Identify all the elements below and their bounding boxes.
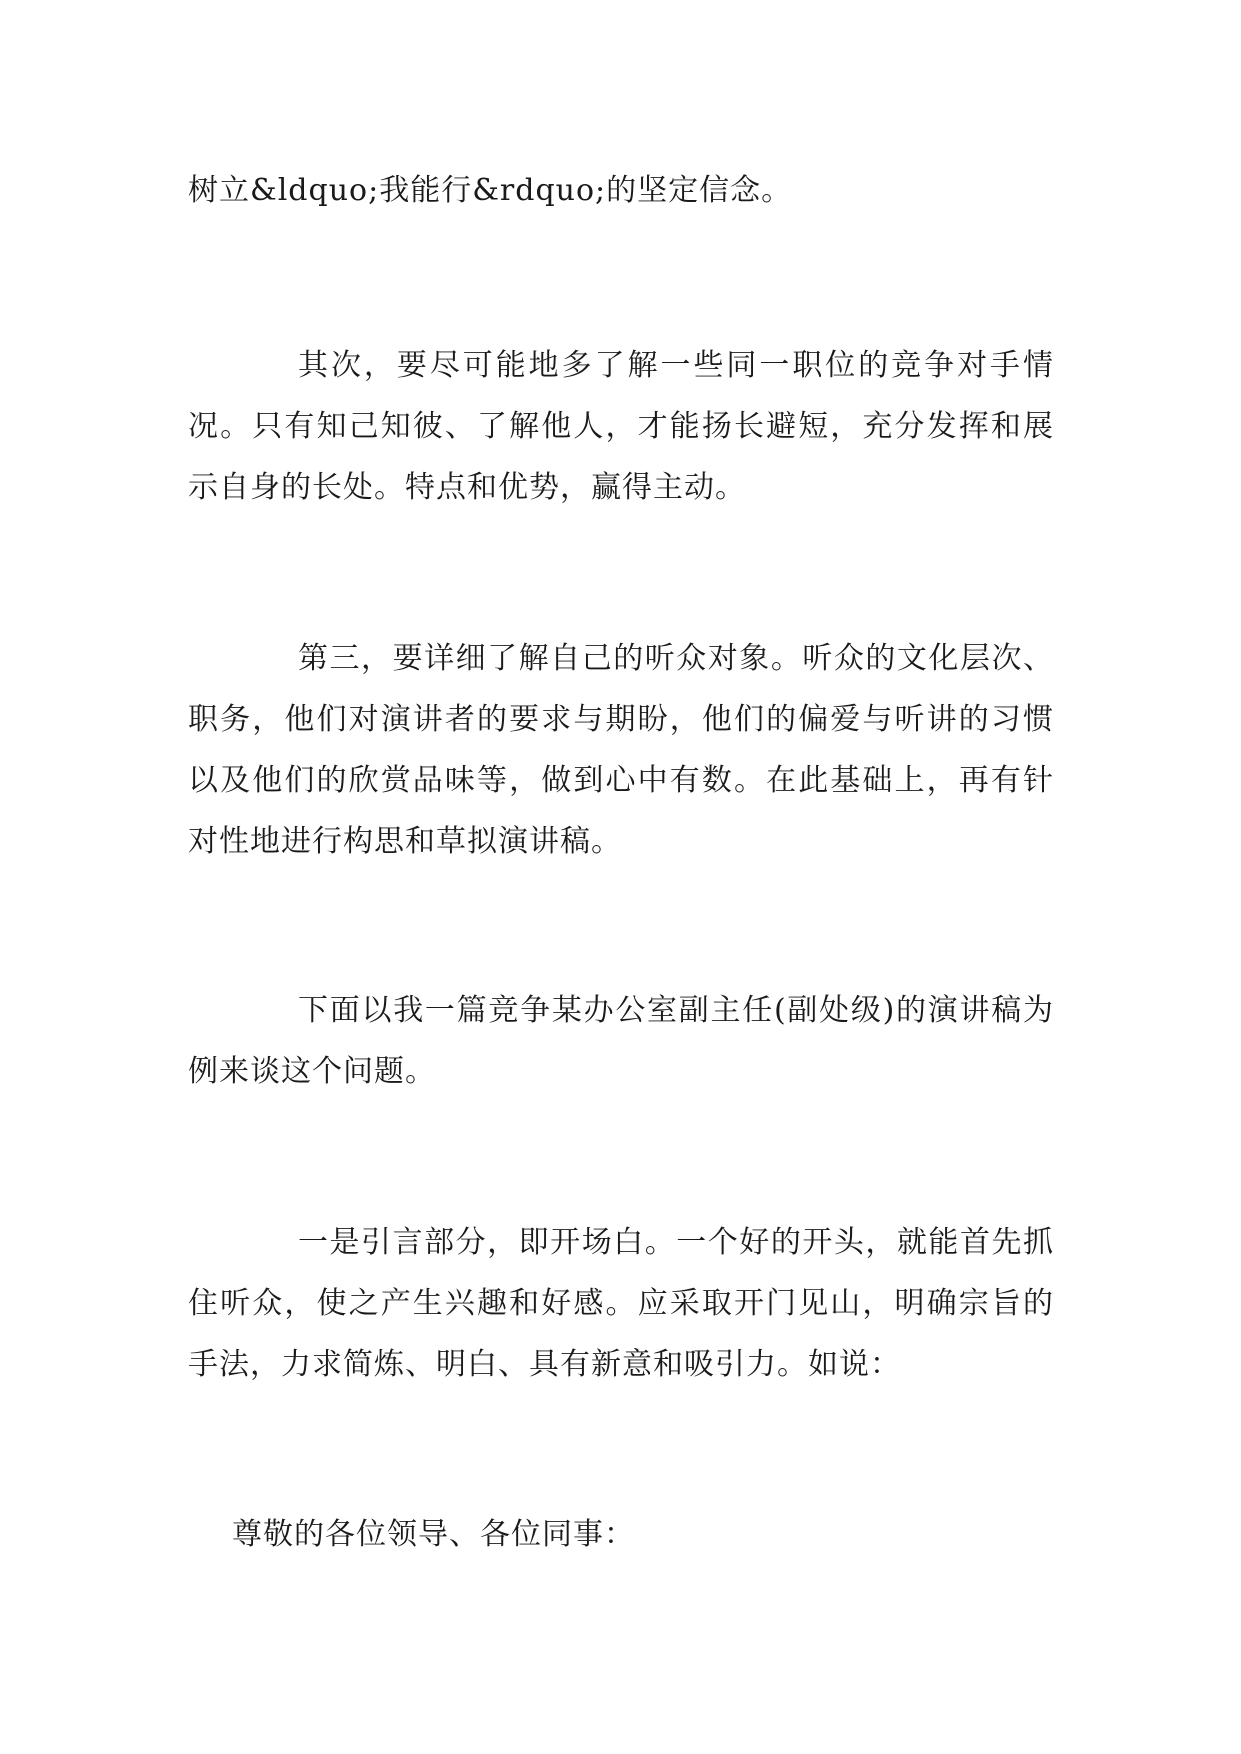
paragraph-opening-section: 一是引言部分，即开场白。一个好的开头，就能首先抓住听众，使之产生兴趣和好感。应采取开门见山，明确宗旨的手法，力求简炼、明白、具有新意和吸引力。如说：: [188, 1225, 1054, 1382]
paragraph-competitors: 其次，要尽可能地多了解一些同一职位的竞争对手情况。只有知己知彼、了解他人，才能扬长避短，充分发挥和展示自身的长处。特点和优势，赢得主动。: [188, 348, 1054, 505]
paragraph-audience: 第三，要详细了解自己的听众对象。听众的文化层次、职务，他们对演讲者的要求与期盼，他们的偏爱与听讲的习惯以及他们的欣赏品味等，做到心中有数。在此基础上，再有针对性地进行构思和草拟演讲稿。: [188, 641, 1054, 859]
paragraph-salutation: 尊敬的各位领导、各位同事：: [232, 1517, 635, 1552]
paragraph-conviction: 树立&ldquo;我能行&rdquo;的坚定信念。: [188, 173, 793, 208]
paragraph-example-intro: 下面以我一篇竞争某办公室副主任(副处级)的演讲稿为例来谈这个问题。: [188, 993, 1054, 1089]
